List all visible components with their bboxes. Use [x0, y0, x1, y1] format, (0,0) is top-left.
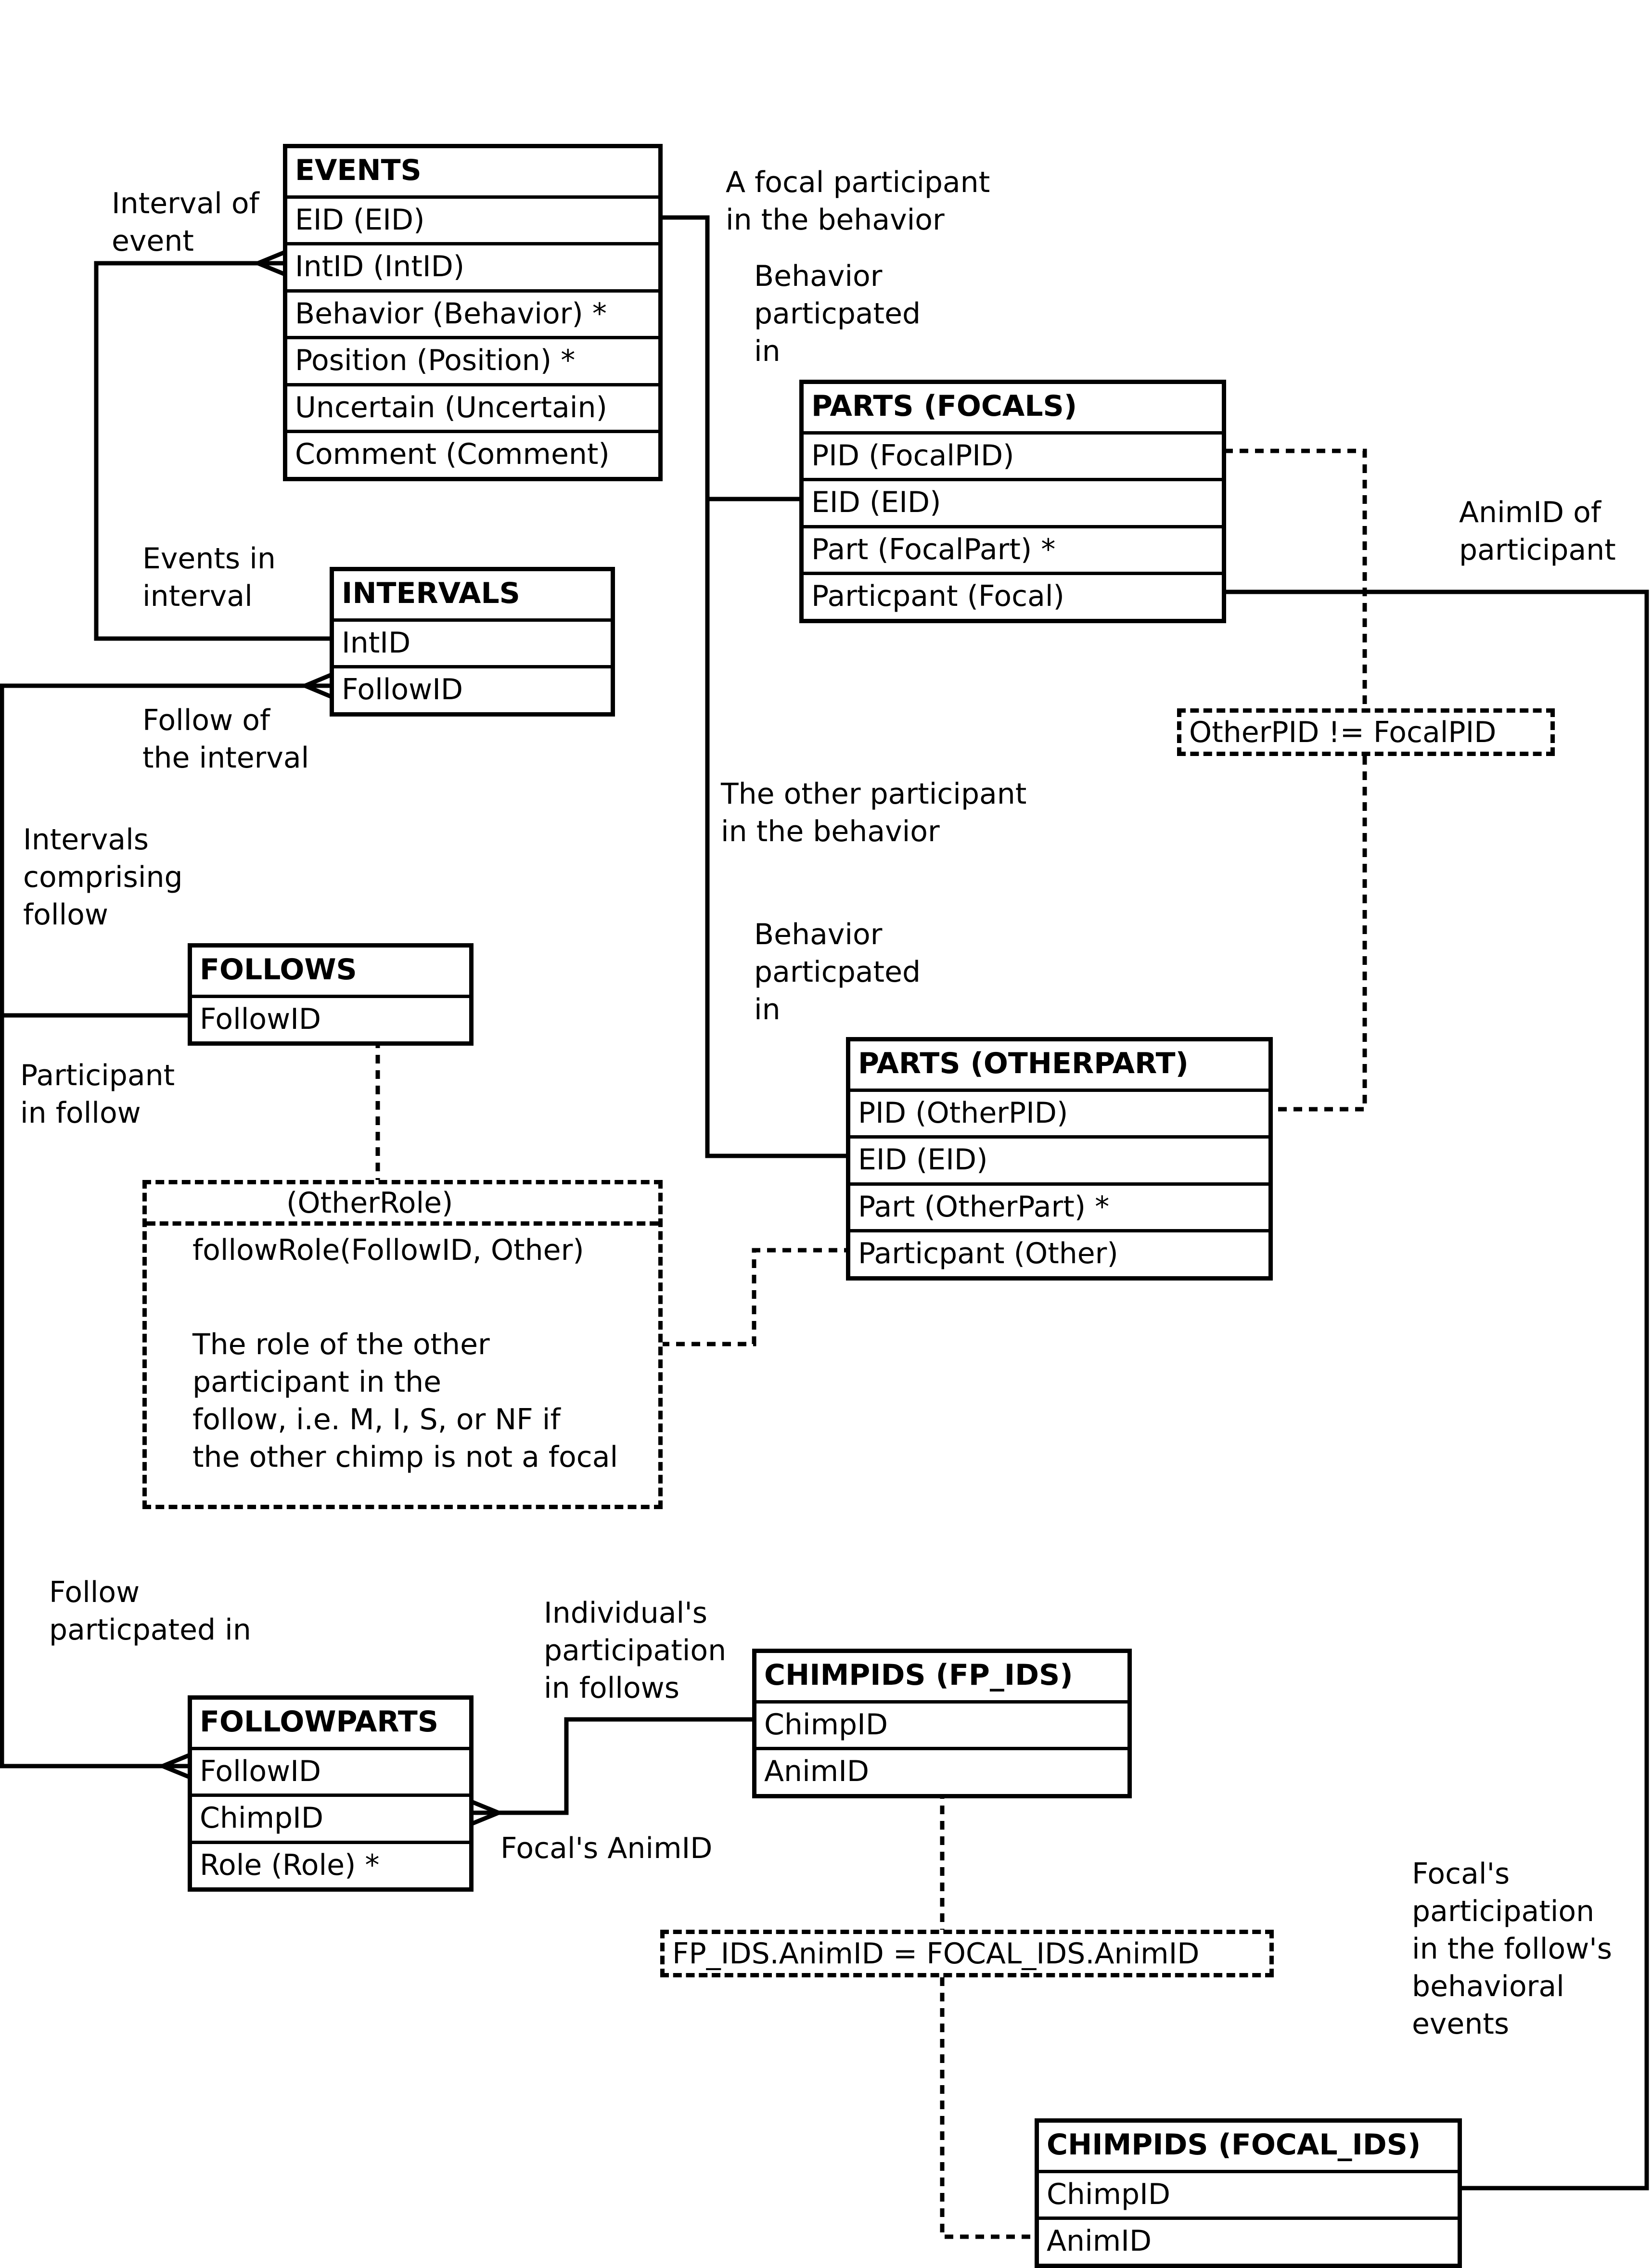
entity-title: CHIMPIDS (FP_IDS) — [764, 1658, 1073, 1692]
entity-events — [283, 144, 663, 481]
other-role-function: followRole(FollowID, Other) — [192, 1233, 584, 1267]
dashed-focalpid-constraint — [1224, 451, 1365, 708]
entity-intervals — [330, 567, 615, 717]
field-row: IntID (IntID) — [287, 242, 658, 289]
field-row: EID (EID) — [804, 478, 1222, 525]
entity-chimpids-fp-ids — [752, 1649, 1132, 1798]
dashed-otherpid-constraint — [1271, 756, 1365, 1109]
label-events-in-interval: Events in interval — [142, 542, 276, 613]
field-row: AnimID — [756, 1747, 1127, 1794]
entity-title: CHIMPIDS (FOCAL_IDS) — [1047, 2128, 1421, 2162]
label-focal-participant: A focal participant in the behavior — [726, 166, 990, 237]
field-row: Part (OtherPart) * — [850, 1182, 1268, 1230]
label-participant-in-follow: Participant in follow — [20, 1059, 175, 1130]
label-individual-participation: Individual's participation in follows — [544, 1596, 727, 1705]
entity-title: PARTS (OTHERPART) — [858, 1047, 1189, 1080]
entity-follows — [188, 943, 474, 1046]
dashed-animid-constraint-focalids — [942, 1977, 1037, 2237]
entity-title: FOLLOWS — [200, 953, 357, 987]
field-row: Part (FocalPart) * — [804, 525, 1222, 572]
label-focal-participation: Focal's participation in the follow's behavioral events — [1412, 1857, 1613, 2041]
field-row: PID (OtherPID) — [850, 1089, 1268, 1136]
entity-title: FOLLOWPARTS — [200, 1705, 439, 1739]
field-row: IntID — [334, 618, 611, 666]
other-role-title: (OtherRole) — [147, 1184, 658, 1226]
field-row: PID (FocalPID) — [804, 431, 1222, 478]
field-row: Position (Position) * — [287, 336, 658, 383]
constraint-animid — [660, 1930, 1274, 1977]
entity-title: PARTS (FOCALS) — [811, 389, 1077, 423]
constraint-animid-text: FP_IDS.AnimID = FOCAL_IDS.AnimID — [672, 1937, 1200, 1971]
field-row: EID (EID) — [287, 195, 658, 243]
field-row: Particpant (Focal) — [804, 572, 1222, 619]
field-row: EID (EID) — [850, 1135, 1268, 1182]
field-row: FollowID — [334, 665, 611, 712]
field-row: FollowID — [192, 1747, 469, 1794]
other-role-description: The role of the other participant in the follow, i.e. M, I, S, or NF if the other chimp is not a focal — [192, 1328, 618, 1474]
constraint-other-role — [142, 1180, 663, 1509]
entity-chimpids-focal-ids — [1035, 2118, 1462, 2268]
field-row: Uncertain (Uncertain) — [287, 383, 658, 430]
entity-followparts — [188, 1695, 474, 1892]
label-behavior-participated-1: Behavior particpated in — [754, 259, 921, 368]
entity-title: EVENTS — [295, 154, 422, 187]
field-row: FollowID — [192, 995, 469, 1042]
constraint-pid-text: OtherPID != FocalPID — [1189, 716, 1497, 749]
field-row: Particpant (Other) — [850, 1229, 1268, 1276]
field-row: ChimpID — [1039, 2170, 1458, 2217]
field-row: ChimpID — [192, 1794, 469, 1841]
link-followparts-fpids — [472, 1719, 754, 1813]
label-animid-of-participant: AnimID of participant — [1459, 496, 1616, 567]
entity-parts-otherpart — [846, 1037, 1273, 1281]
label-follow-participated-in: Follow particpated in — [49, 1576, 251, 1647]
label-behavior-participated-2: Behavior particpated in — [754, 918, 921, 1026]
label-interval-of-event: Interval of event — [112, 187, 259, 258]
field-row: AnimID — [1039, 2217, 1458, 2264]
field-row: ChimpID — [756, 1700, 1127, 1747]
constraint-pid — [1177, 708, 1555, 756]
label-intervals-comprising: Intervals comprising follow — [23, 823, 183, 932]
label-focal-animid: Focal's AnimID — [500, 1832, 713, 1865]
entity-parts-focals — [799, 380, 1226, 623]
dashed-otherrole-particpant — [661, 1250, 848, 1344]
field-row: Comment (Comment) — [287, 430, 658, 477]
entity-title: INTERVALS — [342, 577, 520, 610]
field-row: Behavior (Behavior) * — [287, 289, 658, 336]
label-other-participant: The other participant in the behavior — [721, 777, 1027, 848]
label-follow-of-interval: Follow of the interval — [142, 704, 309, 775]
field-row: Role (Role) * — [192, 1841, 469, 1888]
